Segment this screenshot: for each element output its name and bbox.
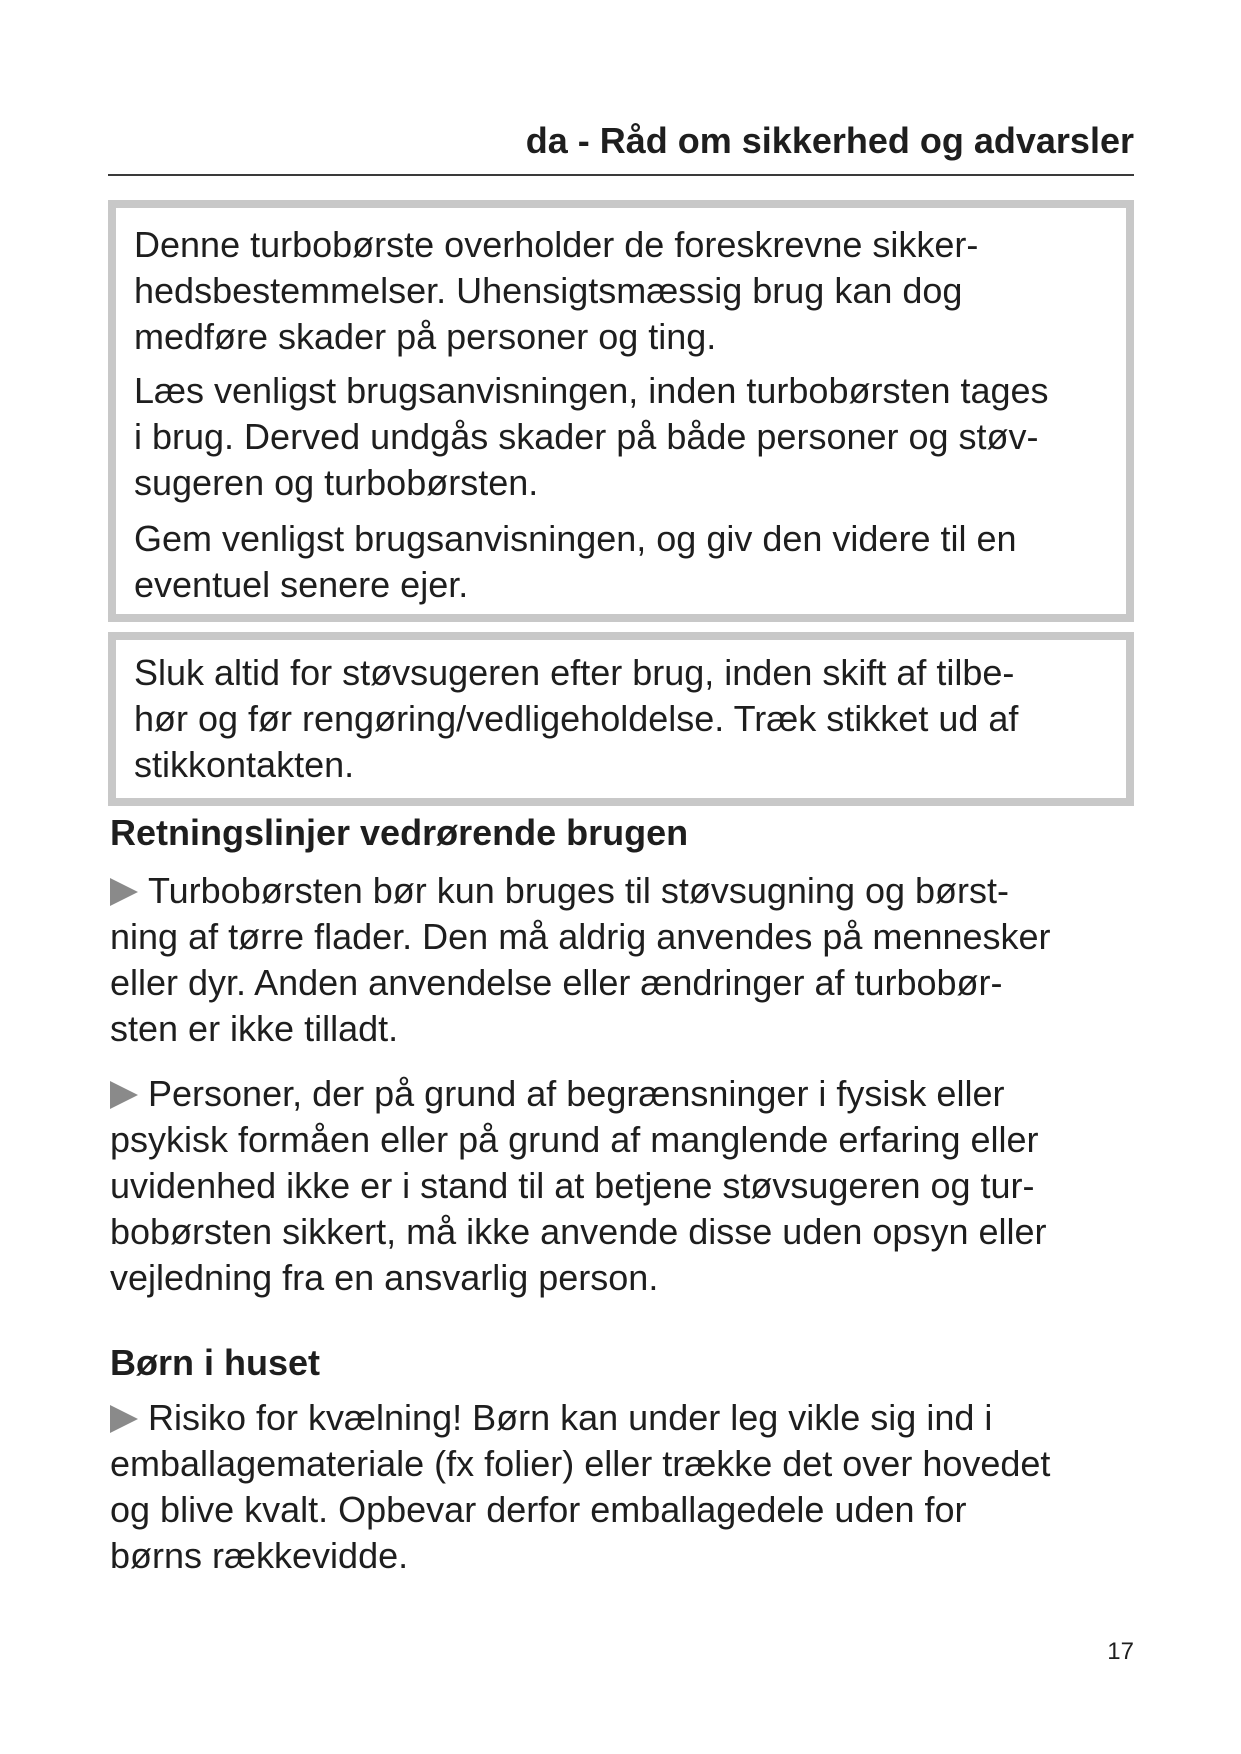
text-line: Gem venligst brugsanvisningen, og giv den videre til en (134, 518, 1017, 559)
text-line: i brug. Derved undgås skader på både personer og støv- (134, 416, 1039, 457)
text-line: hør og før rengøring/vedligeholdelse. Træk stikket ud af (134, 698, 1019, 739)
text-line: børns rækkevidde. (110, 1535, 409, 1576)
triangle-right-icon (110, 878, 138, 906)
text-line: Læs venligst brugsanvisningen, inden turbobørsten tages (134, 370, 1049, 411)
text-line: vejledning fra en ansvarlig person. (110, 1257, 659, 1298)
bullet-paragraph (110, 868, 1051, 1052)
text-line: emballagemateriale (fx folier) eller trække det over hovedet (110, 1443, 1051, 1484)
text-line: hedsbestemmelser. Uhensigtsmæssig brug kan dog (134, 270, 963, 311)
unplug-warning-box (108, 632, 1134, 806)
page-number: 17 (1107, 1638, 1134, 1665)
safety-notice-box (108, 200, 1134, 622)
bullet-paragraph (110, 1071, 1047, 1301)
text-line-content: Personer, der på grund af begrænsninger i fysisk eller (148, 1073, 1005, 1114)
text-line-content: Risiko for kvælning! Børn kan under leg vikle sig ind i (148, 1397, 993, 1438)
page-header (108, 118, 1134, 176)
text-line: Denne turbobørste overholder de foreskrevne sikker- (134, 224, 979, 265)
text-line (110, 868, 1051, 914)
triangle-right-icon (110, 1081, 138, 1109)
text-line: stikkontakten. (134, 744, 355, 785)
text-line: eller dyr. Anden anvendelse eller ændringer af turbobør- (110, 962, 1003, 1003)
text-line: og blive kvalt. Opbevar derfor emballagedele uden for (110, 1489, 967, 1530)
section-heading-usage: Retningslinjer vedrørende brugen (110, 812, 689, 853)
text-line: medføre skader på personer og ting. (134, 316, 717, 357)
triangle-right-icon (110, 1405, 138, 1433)
text-line: sten er ikke tilladt. (110, 1008, 399, 1049)
text-line: eventuel senere ejer. (134, 564, 469, 605)
text-line (110, 1395, 1050, 1441)
text-line-content: Turbobørsten bør kun bruges til støvsugning og børst- (148, 870, 1010, 911)
text-line: bobørsten sikkert, må ikke anvende disse uden opsyn eller (110, 1211, 1047, 1252)
header-title: da - Råd om sikkerhed og advarsler (525, 120, 1134, 161)
bullet-paragraph (110, 1395, 1050, 1579)
text-line: ning af tørre flader. Den må aldrig anvendes på mennesker (110, 916, 1051, 957)
text-line (110, 1071, 1047, 1117)
unplug-warning-paragraph (134, 650, 1018, 788)
text-line: psykisk formåen eller på grund af manglende erfaring eller (110, 1119, 1039, 1160)
text-line: sugeren og turbobørsten. (134, 462, 539, 503)
safety-notice-paragraph (134, 368, 1049, 506)
safety-notice-paragraph (134, 516, 1017, 608)
section-heading-children: Børn i huset (110, 1342, 321, 1383)
text-line: Sluk altid for støvsugeren efter brug, inden skift af tilbe- (134, 652, 1015, 693)
safety-notice-paragraph (134, 222, 978, 360)
text-line: uvidenhed ikke er i stand til at betjene støvsugeren og tur- (110, 1165, 1035, 1206)
